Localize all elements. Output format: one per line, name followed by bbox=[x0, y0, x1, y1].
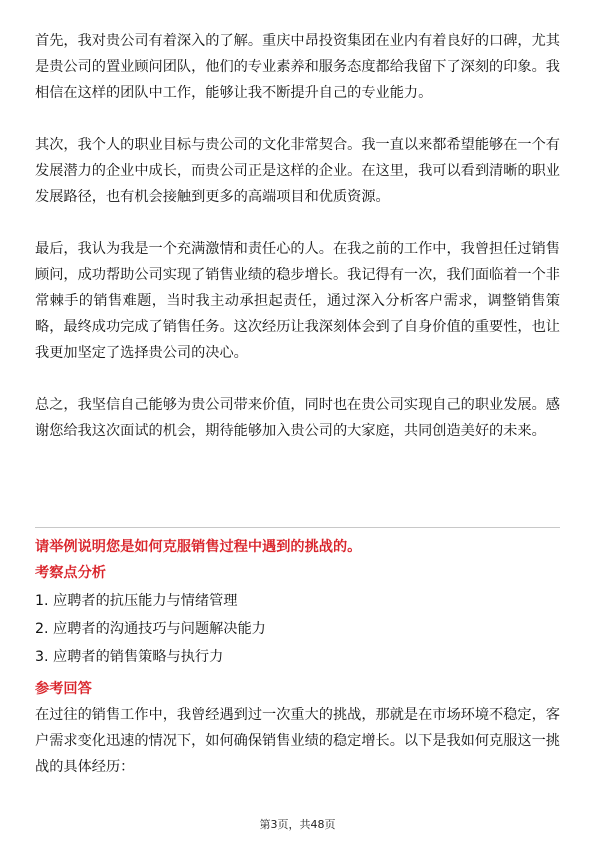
question-heading: 请举例说明您是如何克服销售过程中遇到的挑战的。 bbox=[35, 539, 362, 555]
analysis-item-2: 2. 应聘者的沟通技巧与问题解决能力 bbox=[35, 621, 266, 637]
analysis-item-1: 1. 应聘者的抗压能力与情绪管理 bbox=[35, 593, 238, 609]
section-divider bbox=[35, 527, 560, 528]
page-number: 第3页，共48页 bbox=[259, 818, 336, 831]
body-paragraph-3: 最后，我认为我是一个充满激情和责任心的人。在我之前的工作中，我曾担任过销售顾问，成功帮助公司实现了销售业绩的稳步增长。我记得有一次，我们面临着一个非常棘手的销售难题，当时我主动承担起责任，通过深入分析客户需求，调整销售策略，最终成功完成了销售任务。这次经历让我深刻体会到了自身价值的重要性，也让我更加坚定了选择贵公司的决心。 bbox=[35, 241, 560, 361]
body-paragraph-2: 其次，我个人的职业目标与贵公司的文化非常契合。我一直以来都希望能够在一个有发展潜力的企业中成长，而贵公司正是这样的企业。在这里，我可以看到清晰的职业发展路径，也有机会接触到更多的高端项目和优质资源。 bbox=[35, 137, 560, 205]
question-section bbox=[35, 534, 560, 780]
answer-paragraph: 在过往的销售工作中，我曾经遇到过一次重大的挑战，那就是在市场环境不稳定，客户需求变化迅速的情况下，如何确保销售业绩的稳定增长。以下是我如何克服这一挑战的具体经历： bbox=[35, 707, 560, 775]
answer-body bbox=[35, 28, 560, 444]
body-paragraph-1: 首先，我对贵公司有着深入的了解。重庆中昂投资集团在业内有着良好的口碑，尤其是贵公司的置业顾问团队，他们的专业素养和服务态度都给我留下了深刻的印象。我相信在这样的团队中工作，能够让我不断提升自己的专业能力。 bbox=[35, 33, 560, 101]
body-paragraph-4: 总之，我坚信自己能够为贵公司带来价值，同时也在贵公司实现自己的职业发展。感谢您给我这次面试的机会，期待能够加入贵公司的大家庭，共同创造美好的未来。 bbox=[35, 397, 560, 439]
answer-title: 参考回答 bbox=[35, 681, 92, 697]
analysis-title: 考察点分析 bbox=[35, 565, 106, 581]
analysis-item-3: 3. 应聘者的销售策略与执行力 bbox=[35, 649, 224, 665]
